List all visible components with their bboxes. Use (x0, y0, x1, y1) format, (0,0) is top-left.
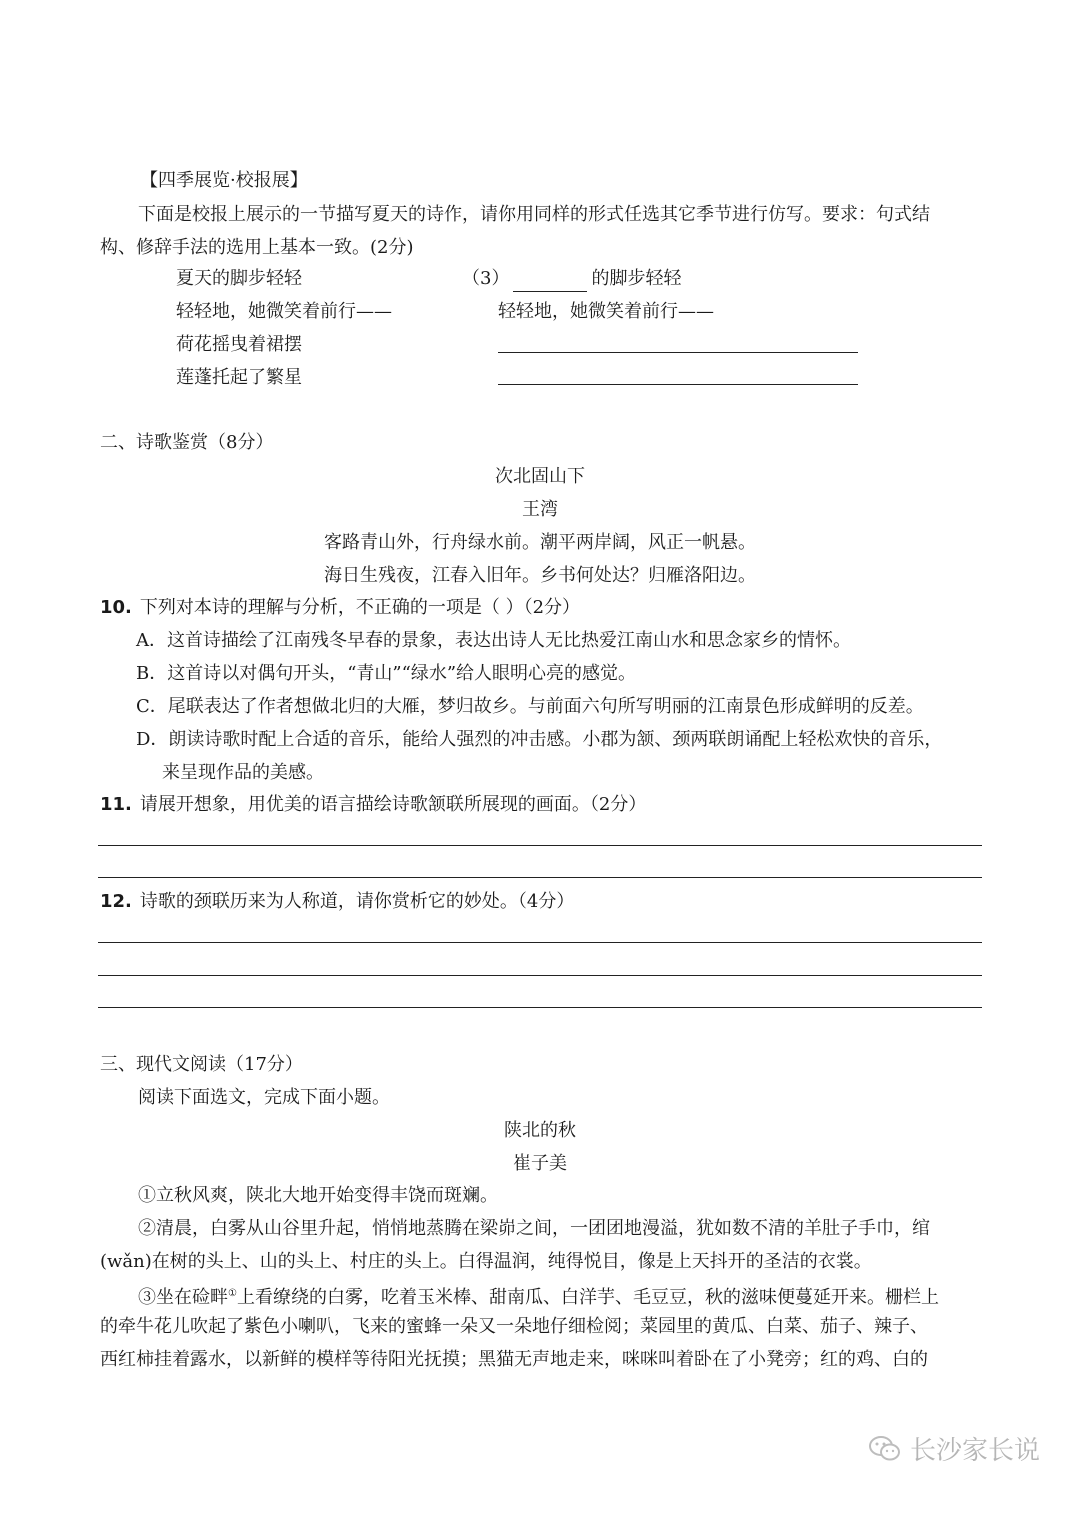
section-title-seasons: 【四季展览·校报展】 (140, 170, 308, 191)
watermark-text: 长沙家长说 (910, 1436, 1041, 1466)
imitation-line1 (462, 266, 681, 292)
article-title: 陕北的秋 (504, 1120, 576, 1141)
poem-line2: 海日生残夜，江春入旧年。乡书何处达？归雁洛阳边。 (324, 565, 756, 586)
article-paragraph-1: ①立秋风爽，陕北大地开始变得丰饶而斑斓。 (138, 1185, 498, 1206)
watermark (868, 1430, 1040, 1467)
q10-option-d[interactable]: D．朗读诗歌时配上合适的音乐，能给人强烈的冲击感。小郡为颔、颈两联朗诵配上轻松欢快的音乐， (136, 729, 943, 750)
article-paragraph-2-line2: (wǎn)在树的头上、山的头上、村庄的头上。白得温润，纯得悦目，像是上天抖开的圣洁的衣裳。 (100, 1251, 872, 1272)
poem-left-line3: 荷花摇曳着裙摆 (176, 334, 302, 355)
q12-answer-line1[interactable] (98, 942, 982, 943)
article-paragraph-3-line1 (138, 1281, 939, 1311)
poem-left-line2: 轻轻地，她微笑着前行—— (176, 301, 392, 322)
imitation-line1-suffix: 的脚步轻轻 (591, 268, 682, 289)
q10-number: 10. (100, 597, 132, 618)
seasons-intro-line1: 下面是校报上展示的一节描写夏天的诗作，请你用同样的形式任选其它季节进行仿写。要求：句式结 (138, 204, 930, 225)
article-paragraph-3-line3: 西红柿挂着露水，以新鲜的模样等待阳光抚摸；黑猫无声地走来，咪咪叫着卧在了小凳旁；红的鸡、白的 (100, 1349, 928, 1370)
q12-answer-line2[interactable] (98, 975, 982, 976)
article-author: 崔子美 (513, 1153, 567, 1174)
poem-left-line1: 夏天的脚步轻轻 (176, 268, 302, 289)
p3-rest: 上看缭绕的白雾，吃着玉米棒、甜南瓜、白洋芋、毛豆豆，秋的滋味便蔓延开来。栅栏上 (236, 1287, 939, 1308)
q11-answer-line1[interactable] (98, 845, 982, 846)
q11-text: 请展开想象，用优美的语言描绘诗歌颔联所展现的画面。（2分） (139, 794, 647, 815)
q12 (100, 889, 574, 915)
poem-left-line4: 莲蓬托起了繁星 (176, 367, 302, 388)
q12-text: 诗歌的颈联历来为人称道，请你赏析它的妙处。（4分） (139, 891, 575, 912)
question-number: （3） (462, 268, 510, 289)
imitation-answer-line3[interactable] (498, 352, 858, 353)
q10-option-b[interactable]: B．这首诗以对偶句开头，“青山”“绿水”给人眼明心亮的感觉。 (136, 663, 637, 684)
q11-number: 11. (100, 794, 132, 815)
wechat-icon (868, 1434, 902, 1464)
q10-option-d-cont: 来呈现作品的美感。 (162, 762, 324, 783)
q12-answer-line3[interactable] (98, 1007, 982, 1008)
season-blank[interactable] (513, 291, 587, 292)
q11-answer-line2[interactable] (98, 877, 982, 878)
footnote-marker[interactable]: ① (228, 1288, 237, 1299)
reading-instruction: 阅读下面选文，完成下面小题。 (138, 1087, 390, 1108)
imitation-line2: 轻轻地，她微笑着前行—— (498, 301, 714, 322)
imitation-answer-line4[interactable] (498, 384, 858, 385)
seasons-intro-line2: 构、修辞手法的选用上基本一致。(2分) (100, 237, 414, 258)
article-paragraph-2-line1: ②清晨，白雾从山谷里升起，悄悄地蒸腾在梁峁之间，一团团地漫溢，犹如数不清的羊肚子手巾，绾 (138, 1218, 930, 1239)
q10-option-a[interactable]: A．这首诗描绘了江南残冬早春的景象，表达出诗人无比热爱江南山水和思念家乡的情怀。 (136, 630, 851, 651)
q10 (100, 595, 580, 621)
q12-number: 12. (100, 891, 132, 912)
poem-title: 次北固山下 (495, 466, 585, 487)
poem-line1: 客路青山外，行舟绿水前。潮平两岸阔，风正一帆悬。 (324, 532, 756, 553)
q11 (100, 792, 646, 818)
section-heading-poetry: 二、诗歌鉴赏（8分） (100, 432, 274, 453)
q10-text: 下列对本诗的理解与分析，不正确的一项是（ ）（2分） (139, 597, 581, 618)
poem-author: 王湾 (522, 499, 558, 520)
p3-start: ③坐在硷畔 (138, 1287, 228, 1308)
section-heading-reading: 三、现代文阅读（17分） (100, 1054, 303, 1075)
article-paragraph-3-line2: 的牵牛花儿吹起了紫色小喇叭，飞来的蜜蜂一朵又一朵地仔细检阅；菜园里的黄瓜、白菜、茄子、辣子、 (100, 1316, 928, 1337)
q10-option-c[interactable]: C．尾联表达了作者想做北归的大雁，梦归故乡。与前面六句所写明丽的江南景色形成鲜明的反差。 (136, 696, 924, 717)
